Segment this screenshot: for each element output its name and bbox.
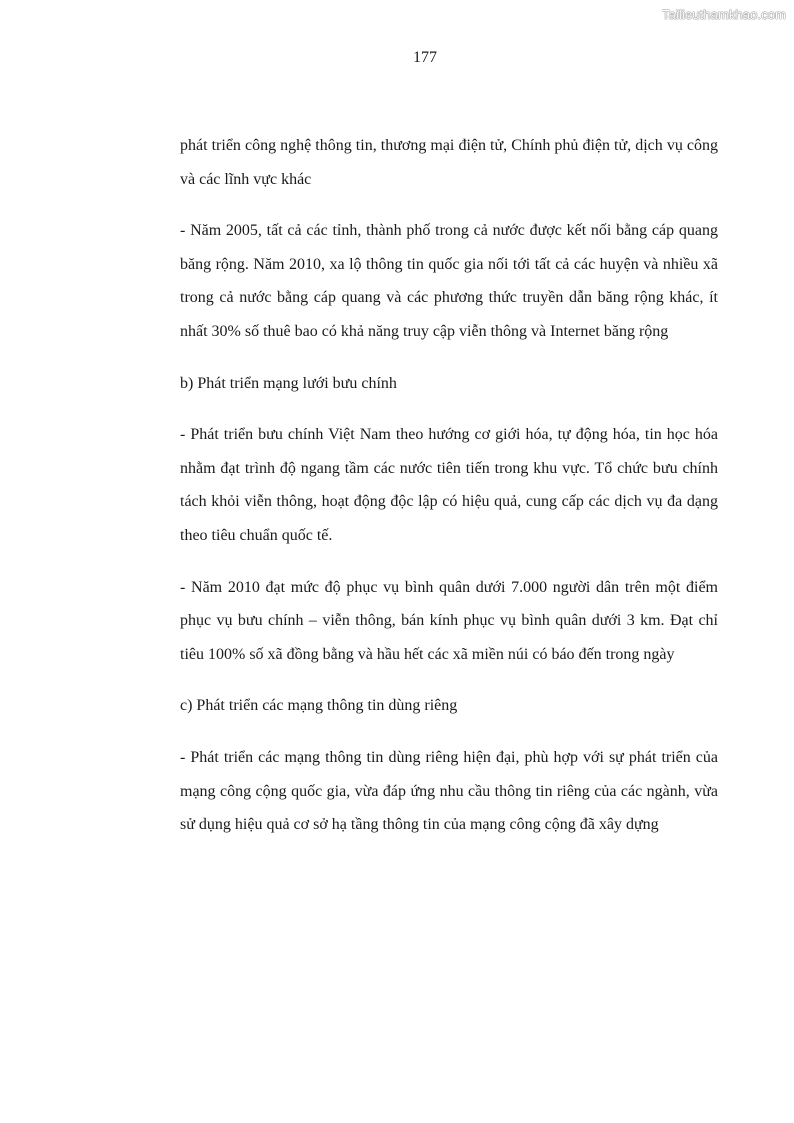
paragraph-private-networks: - Phát triển các mạng thông tin dùng riêng hiện đại, phù hợp với sự phát triển của mạng công cộng quốc gia, vừa đáp ứng nhu cầu thông tin riêng của các ngành, vừa sử dụng hiệu quả cơ sở hạ tầng thông tin của mạng công cộng đã xây dựng <box>180 748 718 834</box>
document-body <box>180 129 718 860</box>
paragraph-broadband-2005-2010: - Năm 2005, tất cả các tỉnh, thành phố trong cả nước được kết nối bằng cáp quang băng rộng. Năm 2010, xa lộ thông tin quốc gia nối tới tất cả các huyện và nhiều xã trong cả nước bằng cáp quang và các phương thức truyền dẫn băng rộng khác, ít nhất 30% số thuê bao có khả năng truy cập viễn thông và Internet băng rộng <box>180 222 718 340</box>
watermark-text: Tailieuthamkhao.com <box>661 7 786 22</box>
page-number: 177 <box>413 49 437 66</box>
section-heading-postal-network: b) Phát triển mạng lưới bưu chính <box>180 374 397 392</box>
paragraph-continuation: phát triển công nghệ thông tin, thương mại điện tử, Chính phủ điện tử, dịch vụ công và các lĩnh vực khác <box>180 137 718 188</box>
paragraph-postal-targets-2010: - Năm 2010 đạt mức độ phục vụ bình quân dưới 7.000 người dân trên một điểm phục vụ bưu chính – viễn thông, bán kính phục vụ bình quân dưới 3 km. Đạt chỉ tiêu 100% số xã đồng bằng và hầu hết các xã miền núi có báo đến trong ngày <box>180 578 718 663</box>
paragraph-postal-development: - Phát triển bưu chính Việt Nam theo hướng cơ giới hóa, tự động hóa, tin học hóa nhằm đạt trình độ ngang tầm các nước tiên tiến trong khu vực. Tổ chức bưu chính tách khỏi viễn thông, hoạt động độc lập có hiệu quả, cung cấp các dịch vụ đa dạng theo tiêu chuẩn quốc tế. <box>180 426 718 544</box>
section-heading-private-networks: c) Phát triển các mạng thông tin dùng riêng <box>180 697 458 715</box>
